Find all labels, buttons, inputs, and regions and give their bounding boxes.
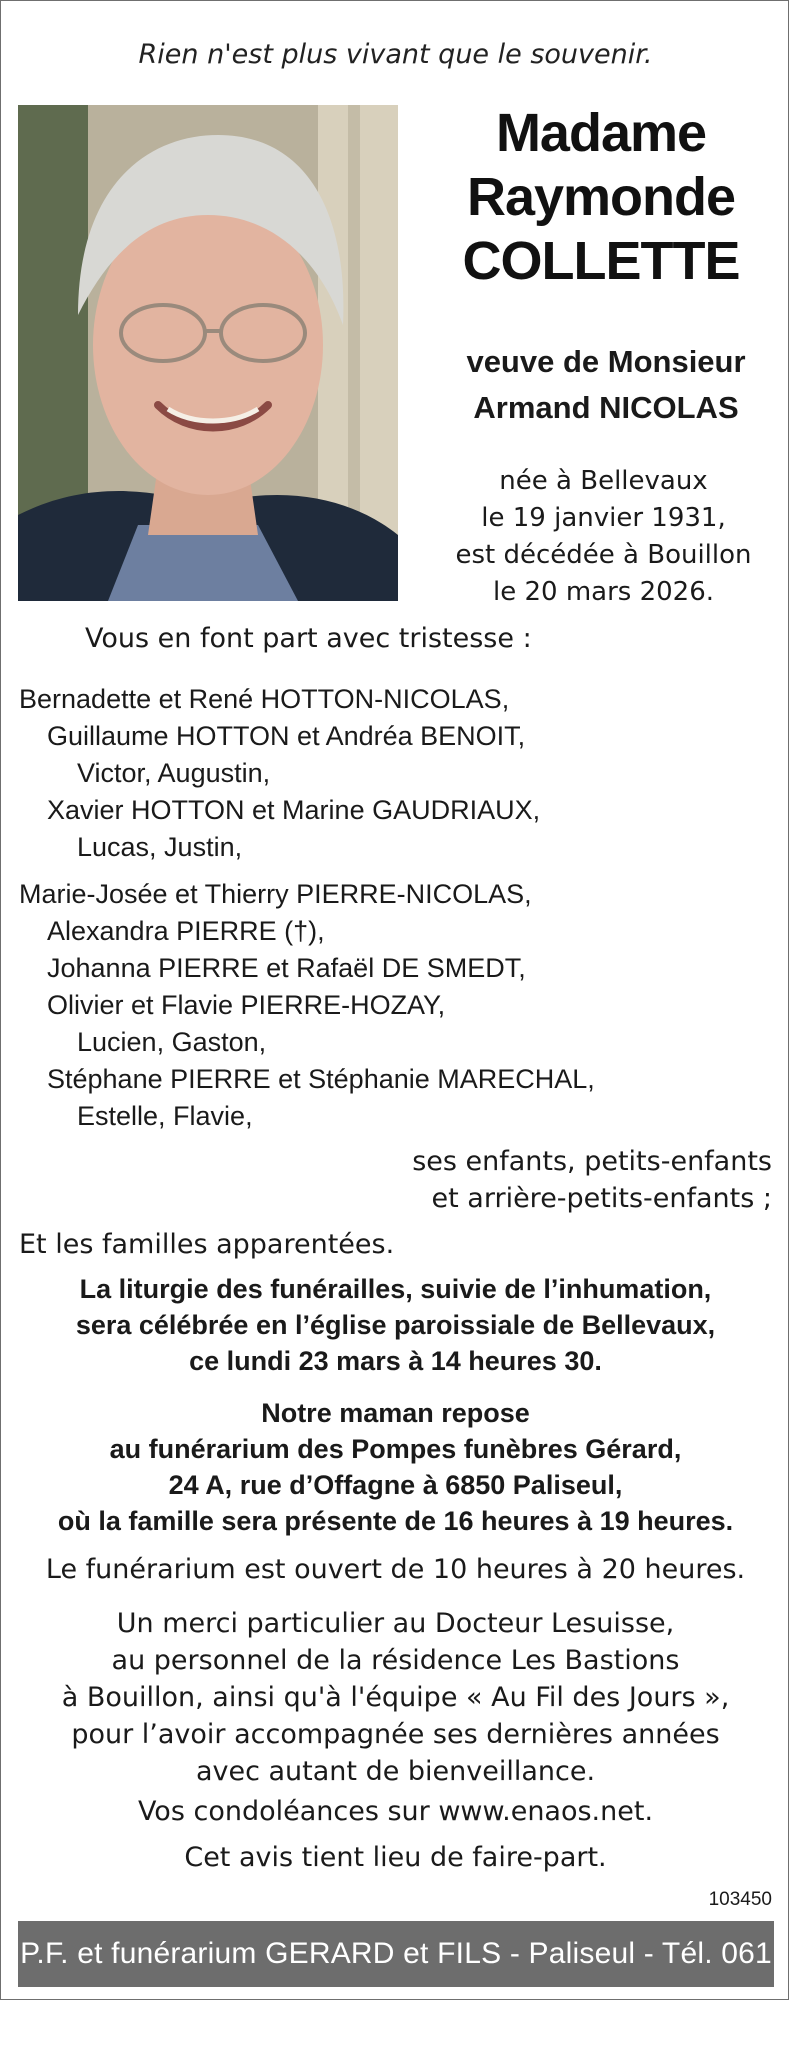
thanks-line: au personnel de la résidence Les Bastions	[111, 1645, 680, 1676]
date-line: le 19 janvier 1931,	[481, 503, 726, 533]
deceased-name	[421, 101, 781, 293]
birth-death-info	[411, 463, 796, 611]
name-first: Raymonde	[466, 167, 736, 227]
family-member: Victor, Augustin,	[77, 758, 271, 788]
repose-line: au funérarium des Pompes funèbres Gérard,	[109, 1434, 682, 1464]
thanks-line: pour l’avoir accompagnée ses dernières années	[71, 1719, 720, 1750]
relations-line: et arrière-petits-enfants ;	[431, 1183, 772, 1214]
liturgy-line: ce lundi 23 mars à 14 heures 30.	[189, 1346, 602, 1376]
condolences-link: Vos condoléances sur www.enaos.net.	[137, 1796, 654, 1827]
repose-line: où la famille sera présente de 16 heures à 19 heures.	[57, 1506, 734, 1536]
relations-line: ses enfants, petits-enfants	[412, 1146, 772, 1177]
family-member: Alexandra PIERRE (†),	[47, 916, 325, 946]
liturgy-info	[1, 1271, 790, 1379]
thanks-line: avec autant de bienveillance.	[195, 1756, 596, 1787]
reference-number: 103450	[708, 1889, 772, 1910]
family-member: Xavier HOTTON et Marine GAUDRIAUX,	[47, 795, 541, 825]
date-line: née à Bellevaux	[499, 466, 708, 496]
family-list	[19, 681, 779, 1135]
widow-of	[421, 339, 791, 431]
family-member: Bernadette et René HOTTON-NICOLAS,	[19, 684, 510, 714]
family-member: Lucas, Justin,	[77, 832, 243, 862]
family-member: Olivier et Flavie PIERRE-HOZAY,	[47, 990, 446, 1020]
repose-info	[1, 1395, 790, 1539]
name-last: COLLETTE	[462, 231, 740, 291]
announcement-intro: Vous en font part avec tristesse :	[85, 623, 532, 654]
family-gap	[19, 866, 779, 876]
date-line: le 20 mars 2026.	[492, 577, 715, 607]
thanks-text	[1, 1605, 790, 1790]
family-member: Johanna PIERRE et Rafaël DE SMEDT,	[47, 953, 526, 983]
thanks-line: Un merci particulier au Docteur Lesuisse,	[116, 1608, 675, 1639]
family-member: Lucien, Gaston,	[77, 1027, 267, 1057]
funeral-home-footer: P.F. et funérarium GERARD et FILS - Paliseul - Tél. 061 53 32 84	[18, 1921, 774, 1987]
opening-hours: Le funérarium est ouvert de 10 heures à 20 heures.	[45, 1554, 746, 1585]
repose-line: 24 A, rue d’Offagne à 6850 Paliseul,	[168, 1470, 623, 1500]
family-member: Stéphane PIERRE et Stéphanie MARECHAL,	[47, 1064, 595, 1094]
thanks-line: à Bouillon, ainsi qu'à l'équipe « Au Fil des Jours »,	[61, 1682, 730, 1713]
widow-line: Armand NICOLAS	[473, 390, 739, 425]
repose-line: Notre maman repose	[261, 1398, 530, 1428]
portrait-photo	[18, 105, 398, 601]
family-member: Marie-Josée et Thierry PIERRE-NICOLAS,	[19, 879, 532, 909]
liturgy-line: sera célébrée en l’église paroissiale de Bellevaux,	[75, 1310, 716, 1340]
family-member: Guillaume HOTTON et Andréa BENOIT,	[47, 721, 526, 751]
family-member: Estelle, Flavie,	[77, 1101, 253, 1131]
notice-statement: Cet avis tient lieu de faire-part.	[184, 1842, 607, 1873]
epigraph-quote: Rien n'est plus vivant que le souvenir.	[138, 39, 653, 70]
liturgy-line: La liturgie des funérailles, suivie de l’inhumation,	[79, 1274, 712, 1304]
widow-line: veuve de Monsieur	[466, 344, 746, 379]
name-title: Madame	[495, 103, 707, 163]
relations-summary	[412, 1143, 772, 1217]
date-line: est décédée à Bouillon	[455, 540, 752, 570]
allied-families: Et les familles apparentées.	[19, 1229, 395, 1260]
